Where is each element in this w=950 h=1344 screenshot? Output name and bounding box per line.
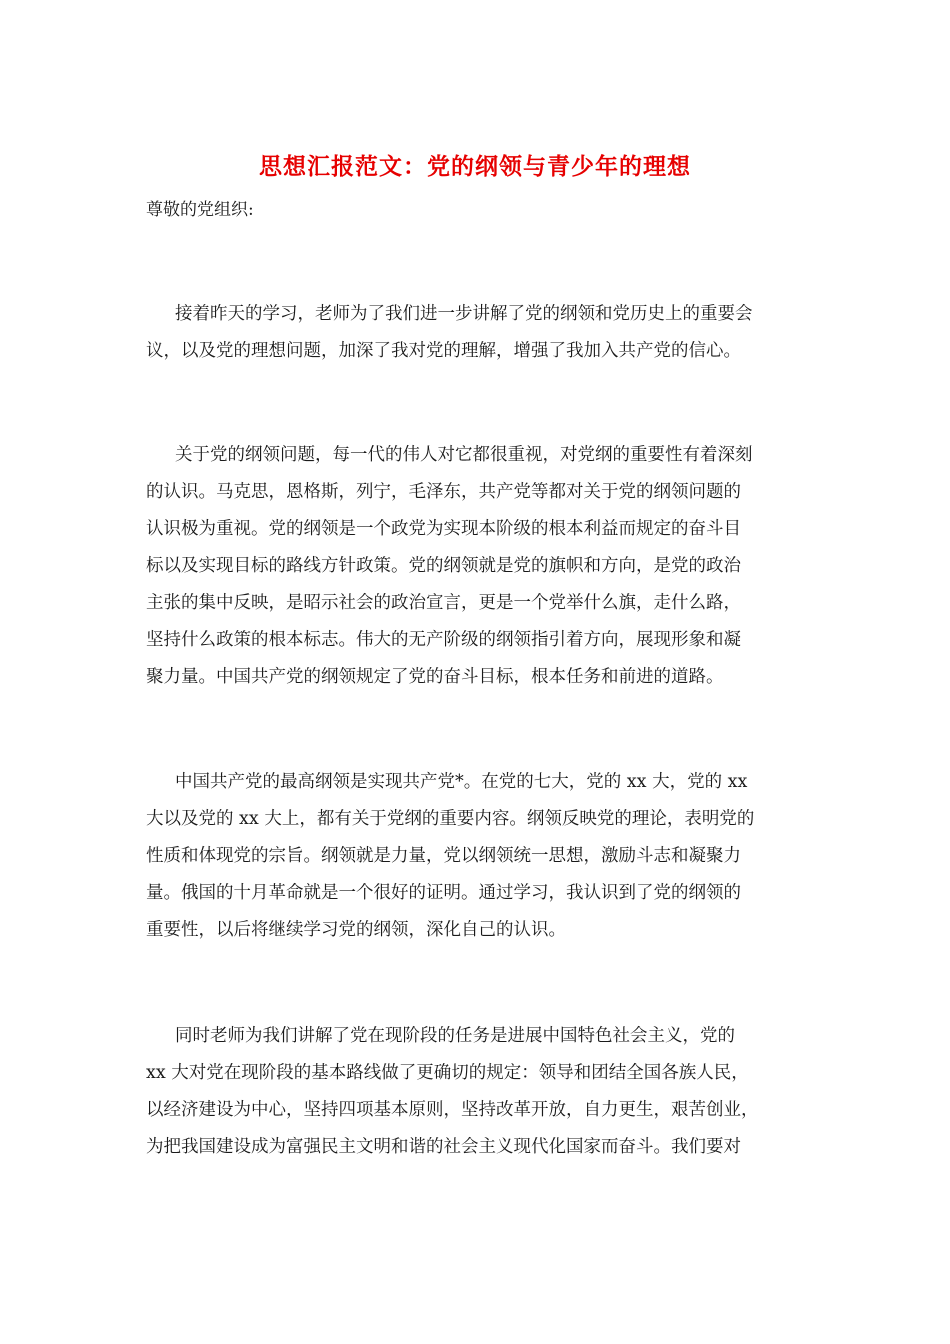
paragraph-4: [146, 1018, 808, 1166]
paragraph-line: 接着昨天的学习，老师为了我们进一步讲解了党的纲领和党历史上的重要会: [175, 304, 753, 324]
document-title: 思想汇报范文：党的纲领与青少年的理想: [259, 153, 691, 180]
paragraph-line: 议，以及党的理想问题，加深了我对党的理解，增强了我加入共产党的信心。: [146, 341, 741, 361]
paragraph-line: 性质和体现党的宗旨。纲领就是力量，党以纲领统一思想，激励斗志和凝聚力: [146, 846, 741, 866]
paragraph-line: 为把我国建设成为富强民主文明和谐的社会主义现代化国家而奋斗。我们要对: [146, 1137, 741, 1157]
paragraph-line: 的认识。马克思，恩格斯，列宁，毛泽东，共产党等都对关于党的纲领问题的: [146, 482, 741, 502]
salutation: 尊敬的党组织:: [146, 200, 254, 220]
paragraph-line: 认识极为重视。党的纲领是一个政党为实现本阶级的根本利益而规定的奋斗目: [146, 519, 741, 539]
paragraph-1: [146, 296, 808, 370]
paragraph-line: 重要性，以后将继续学习党的纲领，深化自己的认识。: [146, 920, 566, 940]
paragraph-line: 以经济建设为中心，坚持四项基本原则，坚持改革开放，自力更生，艰苦创业，: [146, 1100, 759, 1120]
paragraph-line: 主张的集中反映，是昭示社会的政治宣言，更是一个党举什么旗，走什么路，: [146, 593, 741, 613]
paragraph-2: [146, 437, 808, 696]
paragraph-line: 关于党的纲领问题，每一代的伟人对它都很重视，对党纲的重要性有着深刻: [175, 445, 753, 465]
paragraph-line: 聚力量。中国共产党的纲领规定了党的奋斗目标，根本任务和前进的道路。: [146, 667, 724, 687]
paragraph-line: 大以及党的 xx 大上，都有关于党纲的重要内容。纲领反映党的理论，表明党的: [146, 809, 755, 829]
paragraph-line: 同时老师为我们讲解了党在现阶段的任务是进展中国特色社会主义，党的: [175, 1026, 735, 1046]
paragraph-line: 坚持什么政策的根本标志。伟大的无产阶级的纲领指引着方向，展现形象和凝: [146, 630, 741, 650]
paragraph-3: [146, 764, 808, 949]
paragraph-line: 量。俄国的十月革命就是一个很好的证明。通过学习，我认识到了党的纲领的: [146, 883, 741, 903]
paragraph-line: 标以及实现目标的路线方针政策。党的纲领就是党的旗帜和方向，是党的政治: [146, 556, 741, 576]
paragraph-line: 中国共产党的最高纲领是实现共产党*。在党的七大，党的 xx 大，党的 xx: [175, 772, 748, 792]
paragraph-line: xx 大对党在现阶段的基本路线做了更确切的规定：领导和团结全国各族人民，: [146, 1063, 749, 1083]
